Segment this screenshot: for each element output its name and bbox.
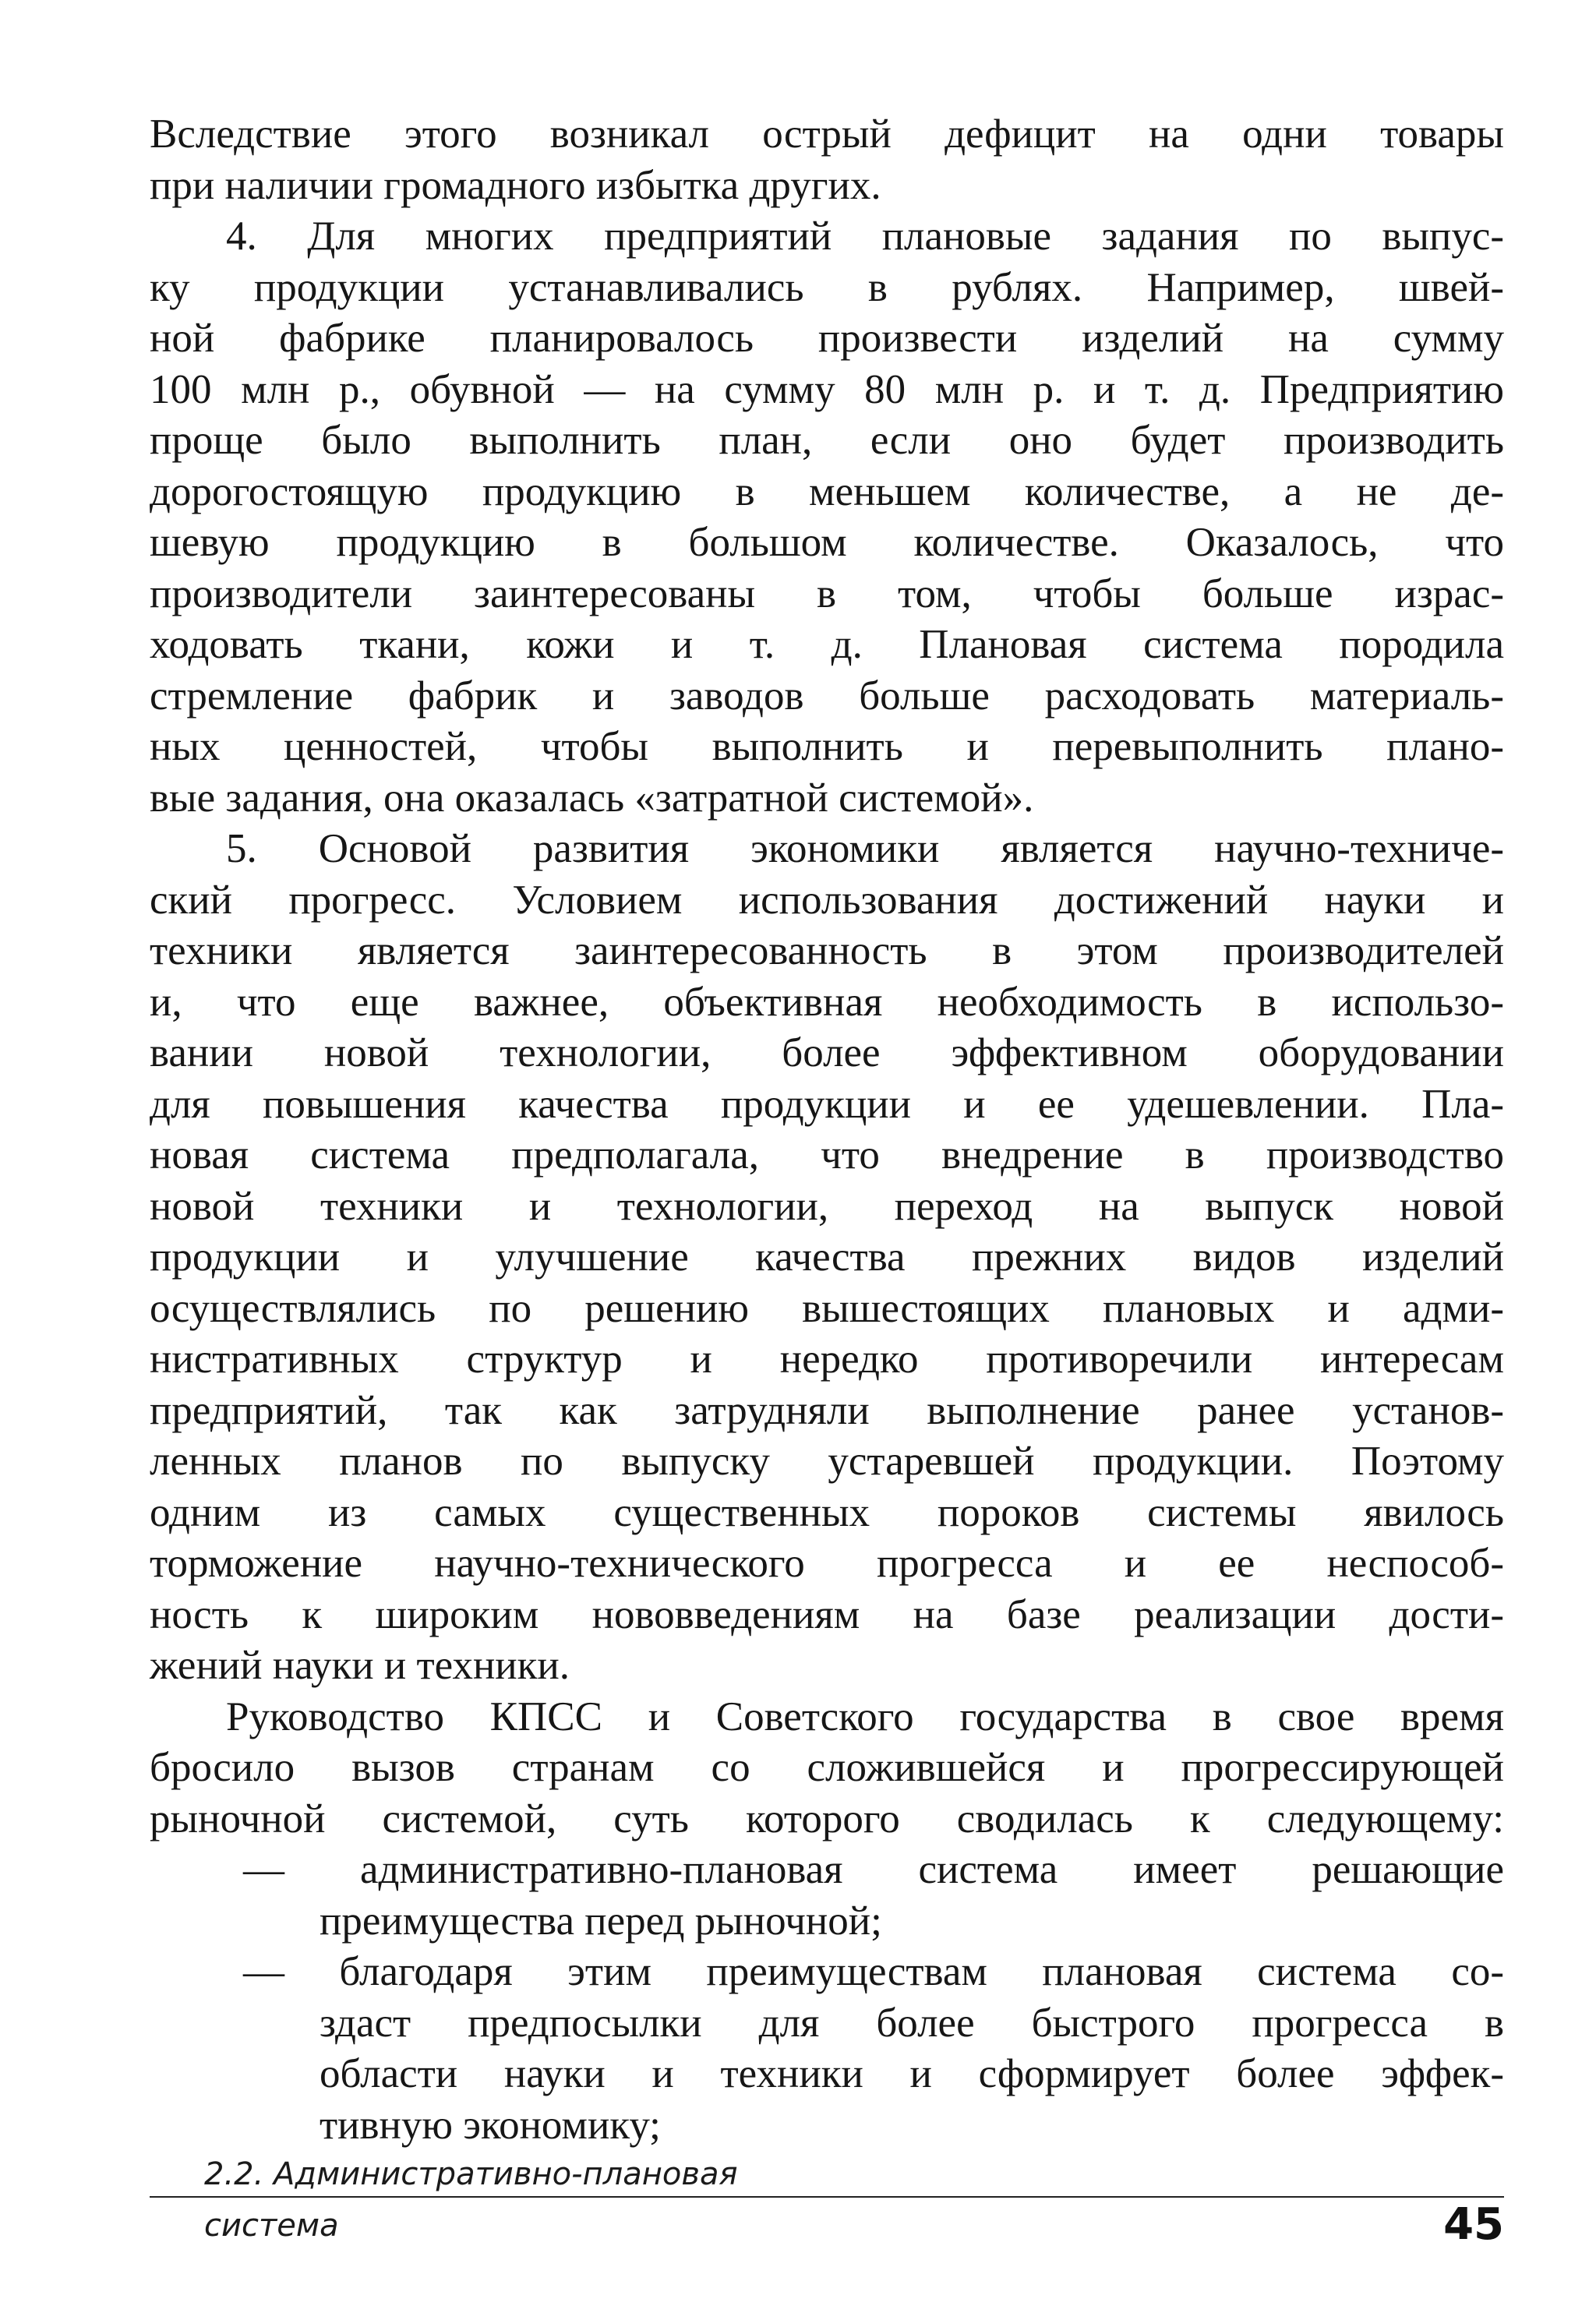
text-line: новая система предполагала, что внедрение в производство	[150, 1132, 1504, 1178]
text-line: продукции и улучшение качества прежних видов изделий	[150, 1234, 1504, 1280]
text-line: стремление фабрик и заводов больше расходовать материаль-	[150, 673, 1504, 719]
text-line: дорогостоящую продукцию в меньшем количестве, а не де-	[150, 468, 1504, 514]
text-line: жений науки и техники.	[150, 1643, 570, 1688]
text-line: одним из самых существенных пороков системы явилось	[150, 1489, 1504, 1535]
text-line: шевую продукцию в большом количестве. Оказалось, что	[150, 520, 1504, 565]
text-line: новой техники и технологии, переход на выпуск новой	[150, 1183, 1504, 1229]
text-line: 5. Основой развития экономики является научно-техниче-	[226, 826, 1504, 871]
text-line: производители заинтересованы в том, чтобы больше израс-	[150, 570, 1504, 616]
text-line: Вследствие этого возникал острый дефицит на одни товары	[150, 111, 1504, 157]
list-item-continuation: здаст предпосылки для более быстрого прогресса в	[320, 2000, 1504, 2046]
text-line: торможение научно-технического прогресса и ее неспособ-	[150, 1541, 1504, 1586]
list-item-continuation: области науки и техники и сформирует более эффек-	[320, 2051, 1504, 2096]
text-line: ных ценностей, чтобы выполнить и перевыполнить плано-	[150, 724, 1504, 769]
list-item-continuation: преимущества перед рыночной;	[320, 1898, 882, 1944]
text-line: вые задания, она оказалась «затратной системой».	[150, 775, 1034, 821]
text-line: и, что еще важнее, объективная необходимость в использо-	[150, 979, 1504, 1025]
text-line: ходовать ткани, кожи и т. д. Плановая система породила	[150, 622, 1504, 667]
body-text	[150, 109, 1504, 2151]
list-item: — благодаря этим преимуществам плановая система со-	[243, 1949, 1504, 1994]
footer-divider	[150, 2196, 1504, 2198]
text-line: Руководство КПСС и Советского государства в свое время	[226, 1693, 1504, 1739]
text-line: бросило вызов странам со сложившейся и прогрессирующей	[150, 1745, 1504, 1790]
text-line: техники является заинтересованность в этом производителей	[150, 928, 1504, 973]
list-item: — административно-плановая система имеет решающие	[243, 1847, 1504, 1892]
footer-section-title-cont: система	[204, 2208, 339, 2244]
text-line: 100 млн р., обувной — на сумму 80 млн р. и т. д. Предприятию	[150, 366, 1504, 412]
text-line: проще было выполнить план, если оно будет производить	[150, 418, 1504, 463]
text-line: осуществлялись по решению вышестоящих плановых и адми-	[150, 1285, 1504, 1331]
text-line: ность к широким нововведениям на базе реализации дости-	[150, 1591, 1504, 1637]
text-line: нистративных структур и нередко противоречили интересам	[150, 1337, 1504, 1382]
text-line: ной фабрике планировалось произвести изделий на сумму	[150, 316, 1504, 361]
text-line: 4. Для многих предприятий плановые задания по выпус-	[226, 214, 1504, 259]
text-line: ленных планов по выпуску устаревшей продукции. Поэтому	[150, 1439, 1504, 1484]
page-number: 45	[1443, 2199, 1504, 2250]
text-line: ку продукции устанавливались в рублях. Например, швей-	[150, 264, 1504, 310]
footer-section-title: 2.2. Административно-плановая	[204, 2156, 738, 2192]
text-line: рыночной системой, суть которого сводилась к следующему:	[150, 1796, 1504, 1842]
list-item-continuation: тивную экономику;	[320, 2102, 661, 2148]
text-line: для повышения качества продукции и ее удешевлении. Пла-	[150, 1081, 1504, 1127]
text-line: ский прогресс. Условием использования достижений науки и	[150, 877, 1504, 923]
text-line: вании новой технологии, более эффективном оборудовании	[150, 1030, 1504, 1075]
text-line: при наличии громадного избытка других.	[150, 162, 881, 208]
text-line: предприятий, так как затрудняли выполнение ранее установ-	[150, 1387, 1504, 1433]
